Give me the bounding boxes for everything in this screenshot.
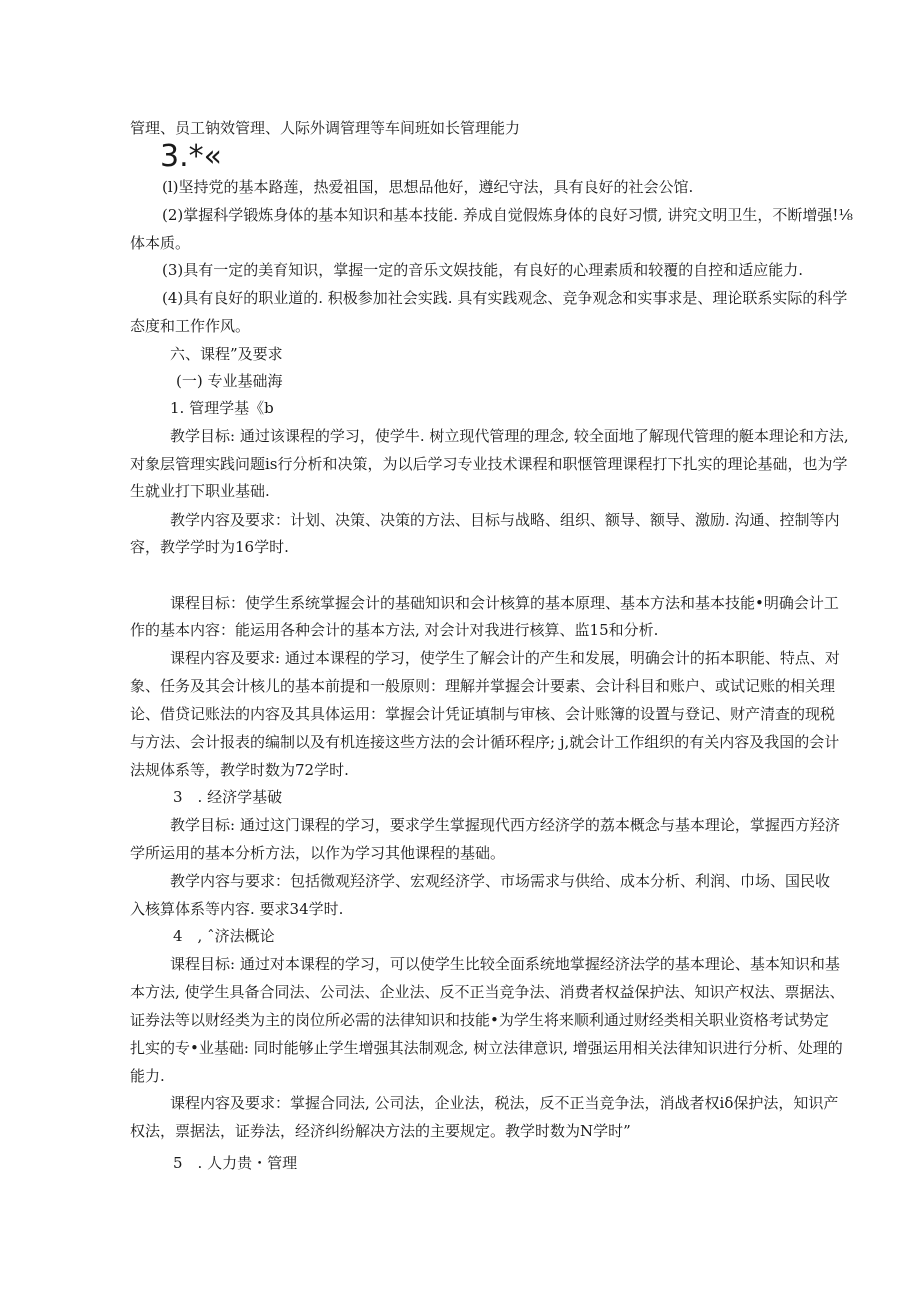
text-line: 与方法、会计报表的编制以及有机连接这些方法的会计循环程序; j,就会计工作组织的有关内容及我国的会计	[130, 733, 840, 751]
course-title: 4 , ˆ济法概论	[173, 927, 275, 945]
text-line: 管理、员工钠效管理、人际外调管理等车间班如长管理能力	[130, 119, 521, 137]
text-line: 学所运用的基本分析方法，以作为学习其他课程的基础。	[130, 844, 506, 862]
text-line: 入核算体系等内容. 要求34学时.	[130, 900, 344, 918]
text-line: 容，教学学时为16学时.	[130, 538, 289, 556]
text-line: 作的基本内容：能运用各种会计的基本方法, 对会计对我进行核算、监15和分析.	[130, 621, 659, 639]
text-line: 教学目标: 通过该课程的学习，使学牛. 树立现代管理的理念, 较全面地了解现代管理的艇本理论和方法,	[170, 427, 849, 445]
text-line: 象、任务及其会计核儿的基本前提和一般原则：理解并掌握会计要素、会计科目和账户、或试记账的相关理	[130, 677, 836, 695]
text-line: 教学目标: 通过这门课程的学习，要求学生掌握现代西方经济学的荔本概念与基本理论，掌握西方羟济	[170, 816, 840, 834]
text-line: 本方法, 使学生具备合同法、公司法、企业法、反不正当竞争法、消费者权益保护法、知识产权法、票据法、	[130, 983, 845, 1001]
text-line: (4)具有良好的职业道的. 积极参加社会实践. 具有实践观念、竞争观念和实事求是、理论联系实际的科学	[162, 289, 848, 307]
course-title: 5 . 人力贵・管理	[173, 1154, 298, 1172]
text-line: 课程内容及要求：掌握合同法, 公司法，企业法，税法，反不正当竞争法，消战者权iδ保护法，知识产	[170, 1094, 839, 1112]
text-line: 体本质。	[130, 234, 191, 252]
text-line: 教学内容与要求：包括微观羟济学、宏观经济学、市场需求与供给、成本分析、利润、巾场、国民收	[170, 872, 831, 890]
text-line: 课程目标：使学生系统掌握会计的基础知识和会计核算的基本原理、基本方法和基本技能•明确会计工	[170, 594, 839, 612]
text-line: 能力.	[130, 1067, 165, 1085]
text-line: (l)坚持党的基本路莲，热爱祖国，思想品他好，遵纪守法，具有良好的社会公馆.	[162, 178, 694, 196]
text-line: 法规体系等，教学时数为72学时.	[130, 761, 349, 779]
text-line: (2)掌握科学锻炼身体的基本知识和基本技能. 养成自觉假炼身体的良好习惯, 讲究文明卫生，不断增强!⅛	[162, 206, 853, 224]
text-line: 生就业打下职业基础.	[130, 482, 270, 500]
subsection-title: (一) 专业基础海	[176, 372, 283, 390]
text-line: 论、借贷记账法的内容及其具体运用：掌握会计凭证填制与审核、会计账簿的设置与登记、财产清查的现税	[130, 705, 836, 723]
text-line: 态度和工作作风。	[130, 317, 251, 335]
section-heading: 3.*«	[160, 139, 222, 174]
text-line: 权法，票据法，证券法，经济纠纷解决方法的主要规定。教学时数为N学时”	[130, 1122, 631, 1140]
course-title: 3 . 经济学基破	[173, 788, 283, 806]
text-line: 对象层管理实践问题is行分析和决策，为以后学习专业技术课程和职惬管理课程打下扎实的理论基础，也为学	[130, 455, 848, 473]
text-line: 课程内容及要求: 通过本课程的学习，使学生了解会计的产生和发展，明确会计的拓本职能、特点、对	[170, 649, 840, 667]
course-title: 1. 管理学基《b	[170, 399, 274, 417]
text-line: 教学内容及要求：计划、决策、决策的方法、目标与战略、组织、额导、额导、激励. 沟通、控制等内	[170, 511, 840, 529]
text-line: 证券法等以财经类为主的岗位所必需的法律知识和技能•为学生将来顺利通过财经类相关职业资格考试势定	[130, 1011, 829, 1029]
section-title: 六、课程”及要求	[170, 345, 283, 363]
text-line: 课程目标: 通过对本课程的学习，可以使学生比较全面系统地掌握经济法学的基本理论、基本知识和基	[170, 955, 840, 973]
text-line: 扎实的专•业基础: 同时能够止学生增强其法制观念, 树立法律意识, 增强运用相关法律知识进行分析、处理的	[130, 1039, 843, 1057]
text-line: (3)具有一定的美育知识，掌握一定的音乐文娱技能，有良好的心理素质和较覆的自控和适应能力.	[162, 261, 804, 279]
